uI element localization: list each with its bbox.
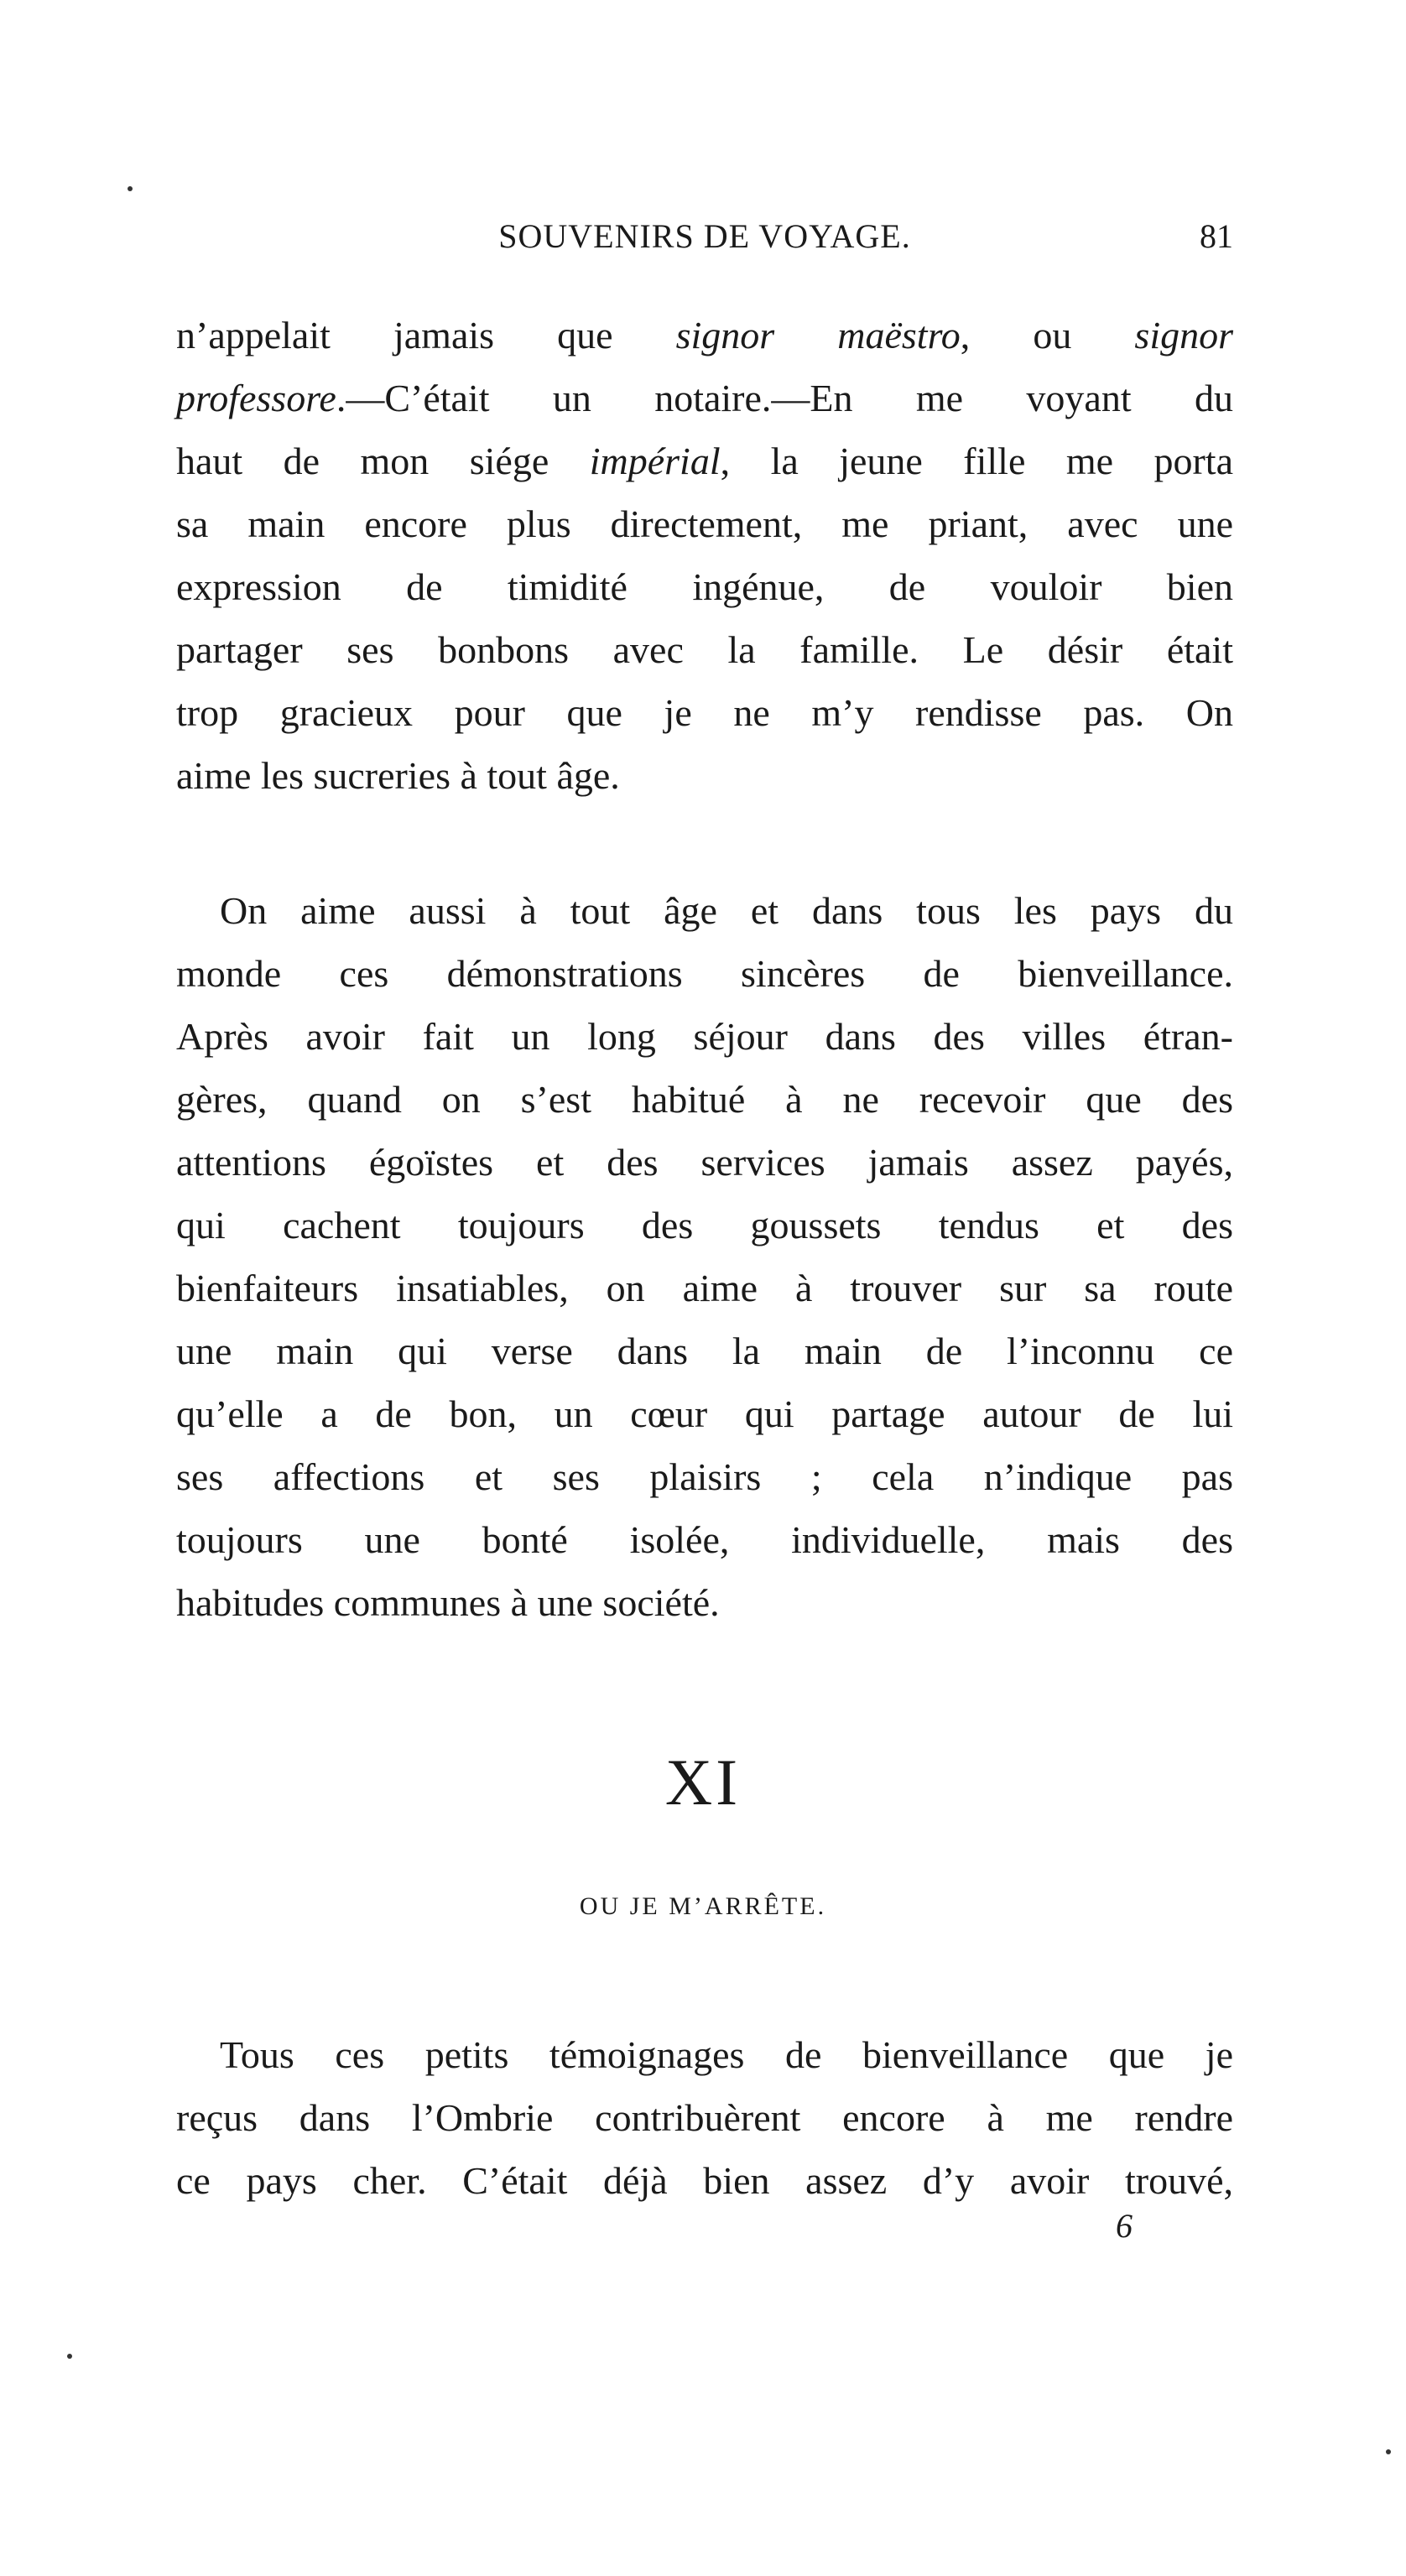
page-speck-right — [1386, 2449, 1391, 2454]
running-head — [176, 216, 1233, 267]
text-line: Après avoir fait un long séjour dans des villes étran- — [176, 1015, 1233, 1058]
text-line: aime les sucreries à tout âge. — [176, 754, 620, 797]
chapter-number: XI — [664, 1746, 742, 1819]
text-line: sa main encore plus directement, me priant, avec une — [176, 502, 1233, 545]
text-line: reçus dans l’Ombrie contribuèrent encore à me rendre — [176, 2096, 1233, 2139]
page-speck-top — [128, 186, 133, 191]
text-line: Tous ces petits témoignages de bienveillance que je — [220, 2033, 1233, 2076]
text-line: On aime aussi à tout âge et dans tous les pays du — [220, 889, 1233, 932]
text-line: bienfaiteurs insatiables, on aime à trouver sur sa route — [176, 1267, 1233, 1309]
text-line: attentions égoïstes et des services jamais assez payés, — [176, 1141, 1233, 1184]
paragraph-1 — [176, 304, 1233, 807]
text-line: ses affections et ses plaisirs ; cela n’indique pas — [176, 1455, 1233, 1498]
text-line: partager ses bonbons avec la famille. Le désir était — [176, 628, 1233, 671]
text-line: monde ces démonstrations sincères de bienveillance. — [176, 952, 1233, 995]
paragraph-3 — [176, 2023, 1233, 2212]
text-line: toujours une bonté isolée, individuelle, mais des — [176, 1518, 1233, 1561]
text-line: n’appelait jamais que signor maëstro, ou signor — [176, 314, 1234, 356]
running-title: SOUVENIRS DE VOYAGE. — [498, 217, 911, 255]
text-line: ce pays cher. C’était déjà bien assez d’y avoir trouvé, — [176, 2159, 1233, 2202]
paragraph-2 — [176, 879, 1233, 1634]
text-line: expression de timidité ingénue, de vouloir bien — [176, 565, 1233, 608]
text-line: gères, quand on s’est habitué à ne recevoir que des — [176, 1078, 1233, 1121]
text-line: haut de mon siége impérial, la jeune fille me porta — [176, 440, 1233, 482]
chapter-title: OU JE M’ARRÊTE. — [579, 1892, 827, 1920]
signature-mark: 6 — [1116, 2207, 1133, 2245]
text-line: professore.—C’était un notaire.—En me voyant du — [176, 377, 1233, 419]
text-line: qu’elle a de bon, un cœur qui partage autour de lui — [176, 1392, 1233, 1435]
text-line: une main qui verse dans la main de l’inconnu ce — [176, 1330, 1233, 1372]
page-number: 81 — [1200, 217, 1233, 255]
text-line: trop gracieux pour que je ne m’y rendisse pas. On — [176, 691, 1233, 734]
text-line: qui cachent toujours des goussets tendus et des — [176, 1204, 1233, 1246]
text-line: habitudes communes à une société. — [176, 1581, 720, 1624]
page-speck-left — [67, 2354, 72, 2359]
